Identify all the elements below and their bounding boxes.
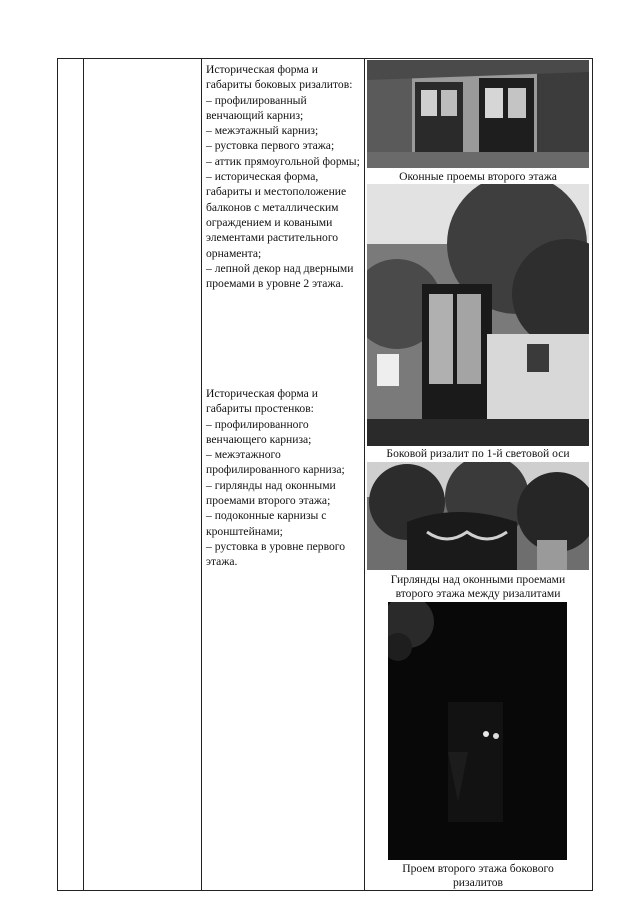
caption-line: ризалитов — [452, 875, 503, 889]
feature-list-title: Историческая форма и габариты боковых ризалитов: — [206, 63, 353, 92]
feature-item: – профилированный венчающий карниз; — [206, 93, 307, 122]
photo-caption — [367, 447, 589, 461]
feature-item: – профилированного венчающего карниза; — [206, 417, 312, 446]
table-border-left — [57, 58, 58, 891]
photo-caption — [367, 170, 589, 184]
feature-list-piers — [206, 386, 364, 570]
feature-item: – лепной декор над дверными проемами в уровне 2 этажа. — [206, 261, 354, 291]
photo-garlands — [367, 462, 589, 570]
caption-line: Проем второго этажа бокового — [402, 862, 554, 875]
caption-line: Боковой ризалит по 1-й световой оси — [386, 447, 570, 460]
feature-item: – межэтажного профилированного карниза; — [206, 448, 345, 477]
feature-item: – рустовка в уровне первого этажа. — [206, 539, 346, 569]
feature-list-title: Историческая форма и габариты простенков: — [206, 387, 318, 416]
feature-item: – межэтажный карниз; — [206, 124, 319, 138]
photo-caption — [367, 573, 589, 600]
table-border-top — [57, 58, 593, 59]
table-divider-1 — [83, 58, 84, 891]
table-divider-3 — [364, 58, 365, 891]
caption-line: Гирлянды над оконными проемами — [390, 573, 566, 586]
photo-upper-floor-windows — [367, 60, 589, 168]
table-border-bottom — [57, 890, 593, 891]
feature-item: – рустовка первого этажа; — [206, 139, 335, 153]
feature-list-risalits — [206, 62, 364, 291]
photo-doorway-dark — [388, 602, 567, 860]
caption-line: Оконные проемы второго этажа — [399, 170, 557, 183]
photo-side-risalit — [367, 184, 589, 446]
table-border-right — [592, 58, 593, 891]
photo-caption — [367, 862, 589, 889]
feature-item: – аттик прямоугольной формы; — [206, 154, 360, 168]
caption-line: второго этажа между ризалитами — [395, 586, 561, 600]
feature-item: – историческая форма, габариты и местоположение балконов с металлическим ограждением и коваными элементами растительного орнамента; — [206, 170, 347, 260]
feature-item: – подоконные карнизы с кронштейнами; — [206, 509, 327, 538]
table-divider-2 — [201, 58, 202, 891]
feature-item: – гирлянды над оконными проемами второго этажа; — [206, 478, 336, 508]
